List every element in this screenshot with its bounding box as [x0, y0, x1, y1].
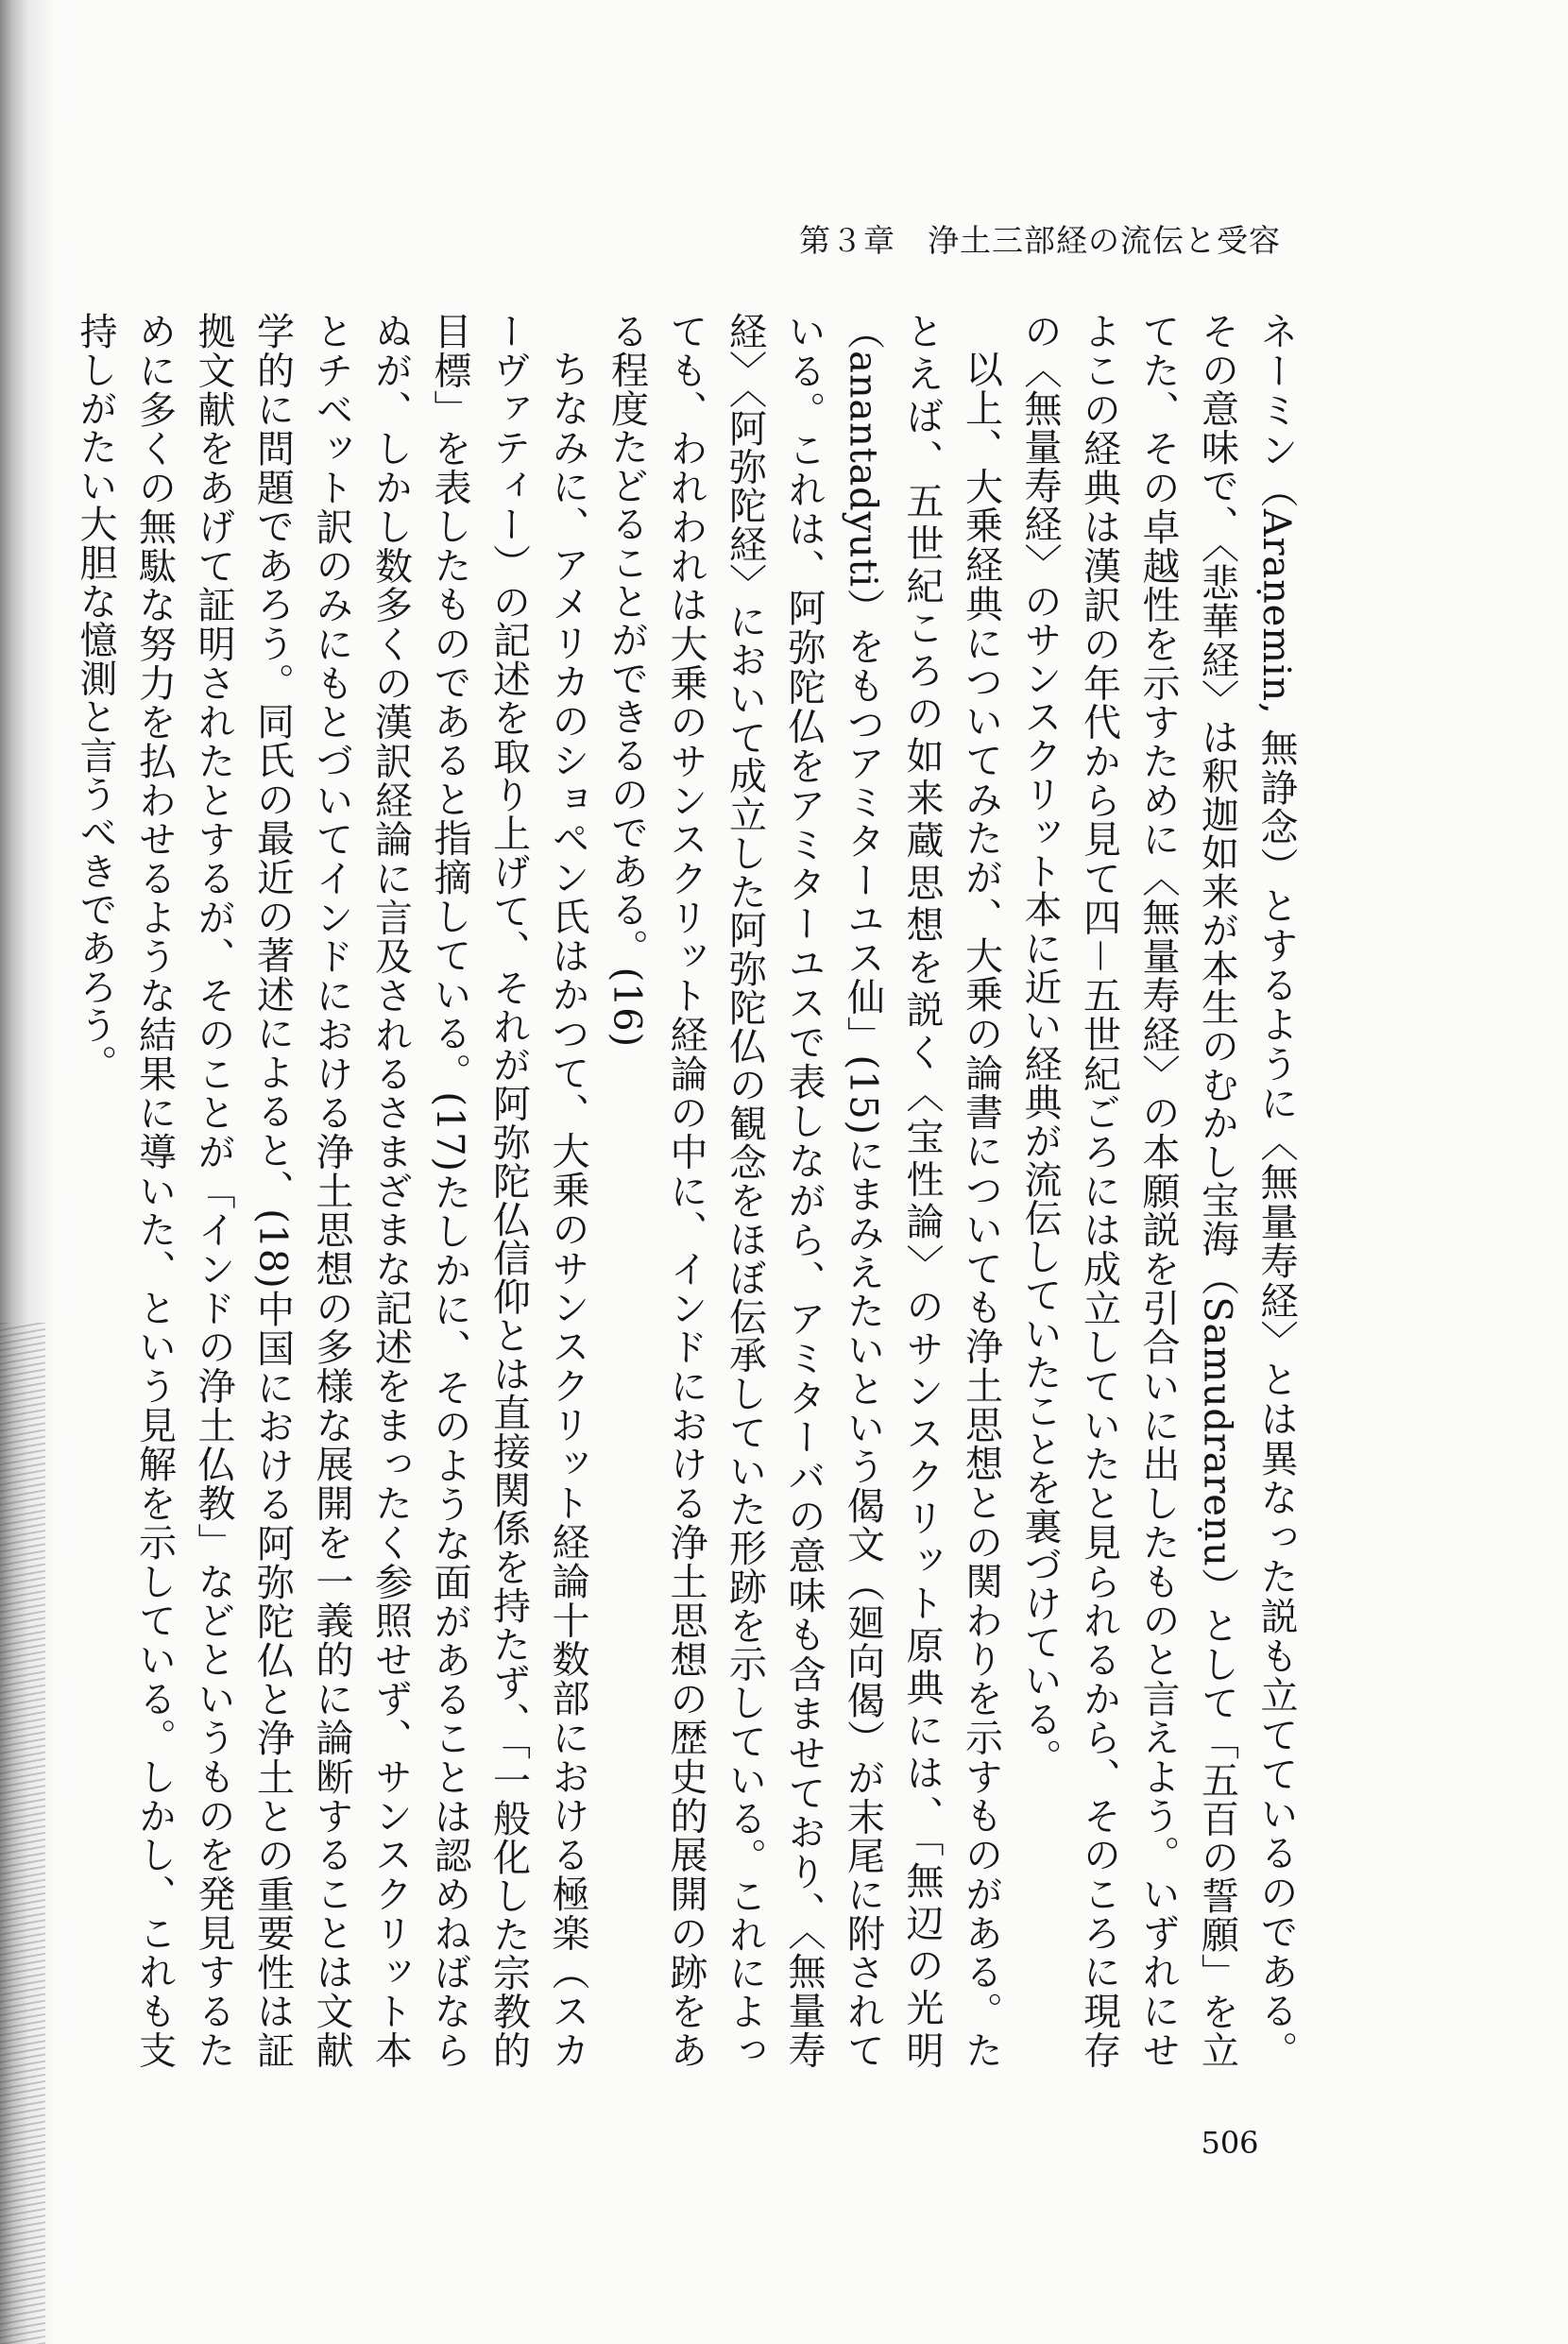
running-head: 第３章 浄土三部経の流伝と受容: [799, 222, 1281, 259]
paragraph-2: 以上、大乗経典についてみたが、大乗の論書についても浄土思想との関わりを示すものがある。たとえば、五世紀ころの如来蔵思想を説く〈宝性論〉のサンスクリット原典には、「無辺の光明（anantadyuti）をもつアミターユス仙」(15)にまみえたいという偈文（廻向偈）が末尾に附されている。これは、阿弥陀仏をアミターユスで表しながら、アミターバの意味も含ませており、〈無量寿経〉〈阿弥陀経〉において成立した阿弥陀仏の観念をほぼ伝承していた形跡を示している。これによっても、われわれは大乗のサンスクリット経論の中に、インドにおける浄土思想の歴史的展開の跡をある程度たどることができるのである。(16): [605, 312, 1003, 2069]
body-text: [49, 312, 1305, 2069]
scan-gutter-texture: [0, 1323, 45, 2344]
paragraph-3: ちなみに、アメリカのショペン氏はかつて、大乗のサンスクリット経論十数部における極楽（スカーヴァティー）の記述を取り上げて、それが阿弥陀仏信仰とは直接関係を持たず、「一般化した宗教的目標」を表したものであると指摘している。(17)たしかに、そのような面があることは認めねばならぬが、しかし数多くの漢訳経論に言及されるさまざまな記述をまったく参照せず、サンスクリット本とチベット訳のみにもとづいてインドにおける浄土思想の多様な展開を一義的に論断することは文献学的に問題であろう。同氏の最近の著述によると、(18)中国における阿弥陀仏と浄土との重要性は証拠文献をあげて証明されたとするが、そのことが「インドの浄土仏教」などというものを発見するために多くの無駄な努力を払わせるような結果に導いた、という見解を示している。しかし、これも支持しがたい大胆な憶測と言うべきであろう。: [74, 312, 589, 2069]
paragraph-1: ネーミン（Araṇemin, 無諍念）とするように〈無量寿経〉とは異なった説も立てているのである。その意味で、〈悲華経〉は釈迦如来が本生のむかし宝海（Samudrareṇu）として「五百の誓願」を立てた、その卓越性を示すために〈無量寿経〉の本願説を引合いに出したものと言えよう。いずれにせよこの経典は漢訳の年代から見て四－五世紀ごろには成立していたと見られるから、そのころに現存の〈無量寿経〉のサンスクリット本に近い経典が流伝していたことを裏づけている。: [1018, 312, 1298, 2069]
page-number: 506: [1201, 2125, 1259, 2161]
